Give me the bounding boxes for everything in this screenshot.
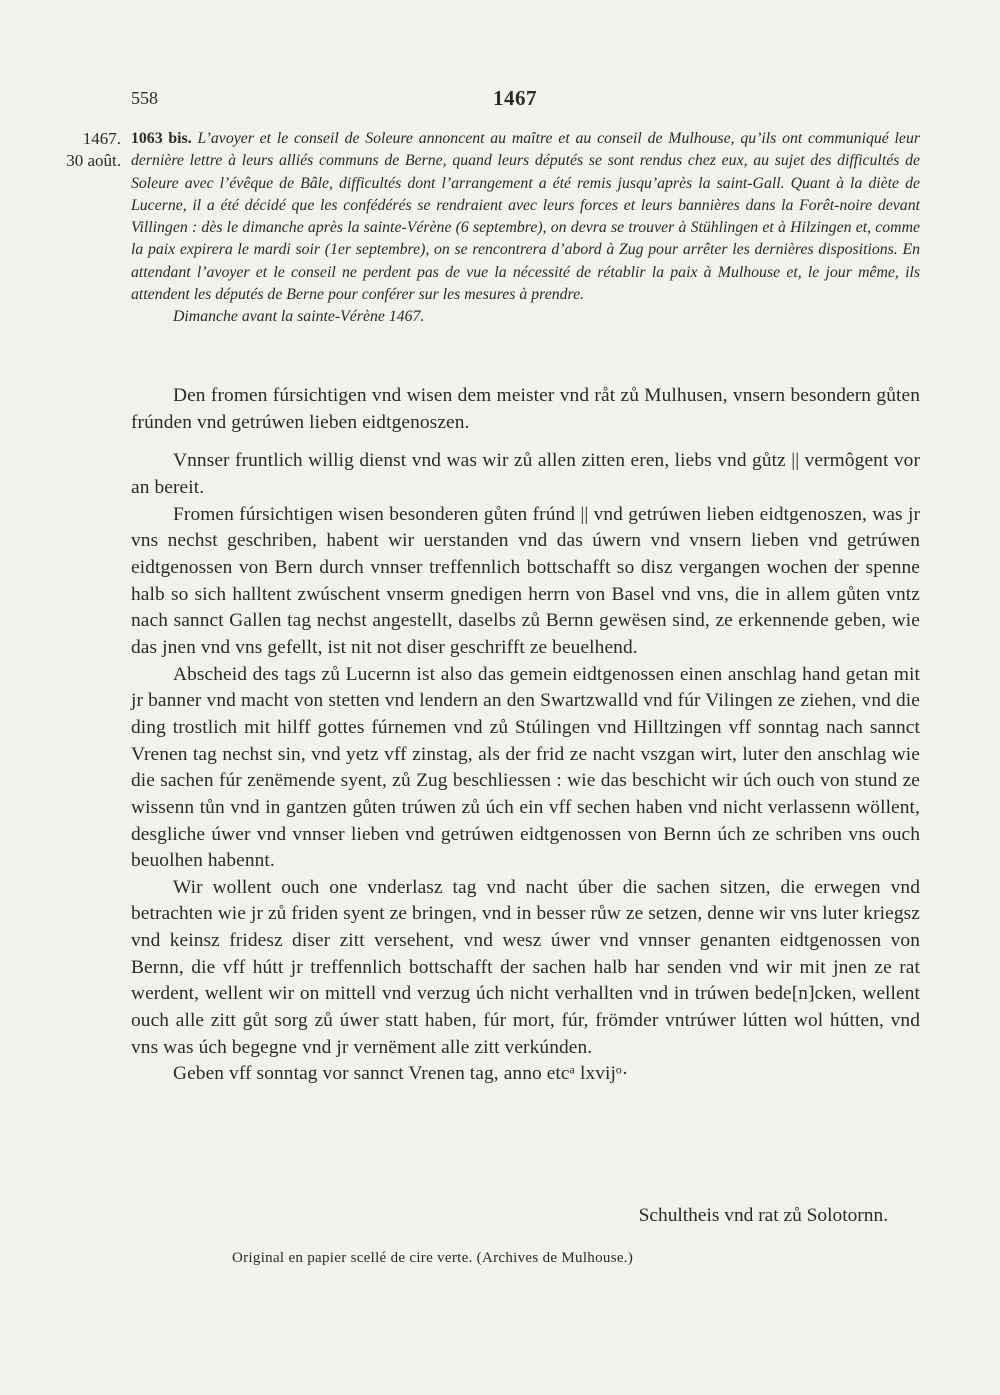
summary-dateline: Dimanche avant la sainte-Vérène 1467. [173,308,425,326]
letter-signature: Schultheis vnd rat zů Solotornn. [638,1205,888,1226]
letter-greeting: Vnnser fruntlich willig dienst vnd was wir zů allen zitten eren, liebs vnd gůtz || vermôgent vor an bereit. [131,450,920,498]
document-number: 1063 bis. [131,130,192,147]
letter-paragraph: Fromen fúrsichtigen wisen besonderen gůten frúnd || vnd getrúwen lieben eidtgenoszen, was jr vns nechst geschriben, habent wir uerstanden vnd das úwern vnd vnsern lieben vnd getrúwen eidtgenossen von Bern durch vnnser treffennlich bottschafft so disz vergangen wochen der spenne halb so sich halltent zwúschent vnserm gnedigen herrn von Basel vnd vns, die in allem gůten vntz nach sannct Gallen tag nechst angestellt, daselbs zů Bernn gewësen sind, ze erkennende geben, wie das jnen vnd vns gefellt, ist nit not diser geschrifft ze beuelhend. [131,503,920,658]
source-note: Original en papier scellé de cire verte. (Archives de Mulhouse.) [232,1250,634,1266]
summary-text: L’avoyer et le conseil de Soleure annoncent au maître et au conseil de Mulhouse, qu’ils ont communiqué leur dernière lettre à leurs alliés communs de Berne, quand leurs députés se sont rendus chez eux, au sujet des difficultés de Soleure avec l’évêque de Bâle, difficultés dont l’arrangement a été remis jusqu’après la saint-Gall. Quant à la diète de Lucerne, il a été décidé que les confédérés se rendraient avec leurs forces et leurs bannières dans la Forêt-noire devant Villingen : dès le dimanche après la sainte-Vérène (6 septembre), on devra se trouver à Stühlingen et à Hilzingen et, comme la paix expirera le mardi soir (1er septembre), on se rencontrera d’abord à Zug pour arrêter les dernières dispositions. En attendant l’avoyer et le conseil ne perdent pas de vue la nécessité de rétablir la paix à Mulhouse et, le jour même, ils attendent les députés de Berne pour conférer sur les mesures à prendre. [131,130,920,304]
year-header: 1467 [493,86,537,110]
letter-address: Den fromen fúrsichtigen vnd wisen dem meister vnd råt zů Mulhusen, vnsern besondern gůten frúnden vnd getrúwen lieben eidtgenoszen. [131,385,920,433]
letter-paragraph: Abscheid des tags zů Lucernn ist also das gemein eidtgenossen einen anschlag hand getan mit jr banner vnd macht von stetten vnd lendern an den Swartzwalld vnd fúr Vilingen ze ziehen, vnd die ding trostlich mit hilff gottes fúrnemen vnd zů Stúlingen vnd Hilltzingen vff sonntag nach sannct Vrenen tag nechst sin, vnd yetz vff zinstag, als der frid ze nacht vszgan wirt, luter den anschlag wie die sachen fúr zenëmende syent, zů Zug beschliessen : wie das beschicht wir úch ouch von stund ze wissenn tůn vnd in gantzen gůten trúwen zů úch ein vff sechen haben vnd nicht verlassenn wöllent, desgliche úwer vnd vnnser lieben vnd getrúwen eidtgenossen von Bernn úch ze schriben vns ouch beuolhen habennt. [131,663,920,872]
margin-note [55,128,121,172]
letter-paragraph: Wir wollent ouch one vnderlasz tag vnd nacht úber die sachen sitzen, die erwegen vnd betrachten wie jr zů friden syent ze bringen, vnd in besser růw ze setzen, denne wir vns luter kriegsz vnd keinsz fridesz diser zitt versehent, vnd wesz úwer vnd vnnser genanten eidtgenossen von Bernn, die vff hútt jr treffennlich bottschafft der sachen halb har senden vnd wir mit jnen ze rat werdent, wellent wir on mittell vnd verzug úch nicht verhallten vnd in trúwen bede[n]cken, wellent ouch alle zitt gůt sorg zů úwer statt haben, fúr mort, fúr, frömder vntrúwer lútten wol hútten, vnd vns was úch begegne vnd jr vernëment alle zitt verkúnden. [131,876,920,1058]
margin-date: 30 août. [66,151,121,170]
letter-body [131,383,920,1088]
summary [131,128,920,329]
page-number: 558 [131,88,158,108]
margin-year: 1467. [82,129,121,148]
letter-closing: Geben vff sonntag vor sannct Vrenen tag, anno etcᵃ lxvijᵒ· [173,1063,629,1085]
